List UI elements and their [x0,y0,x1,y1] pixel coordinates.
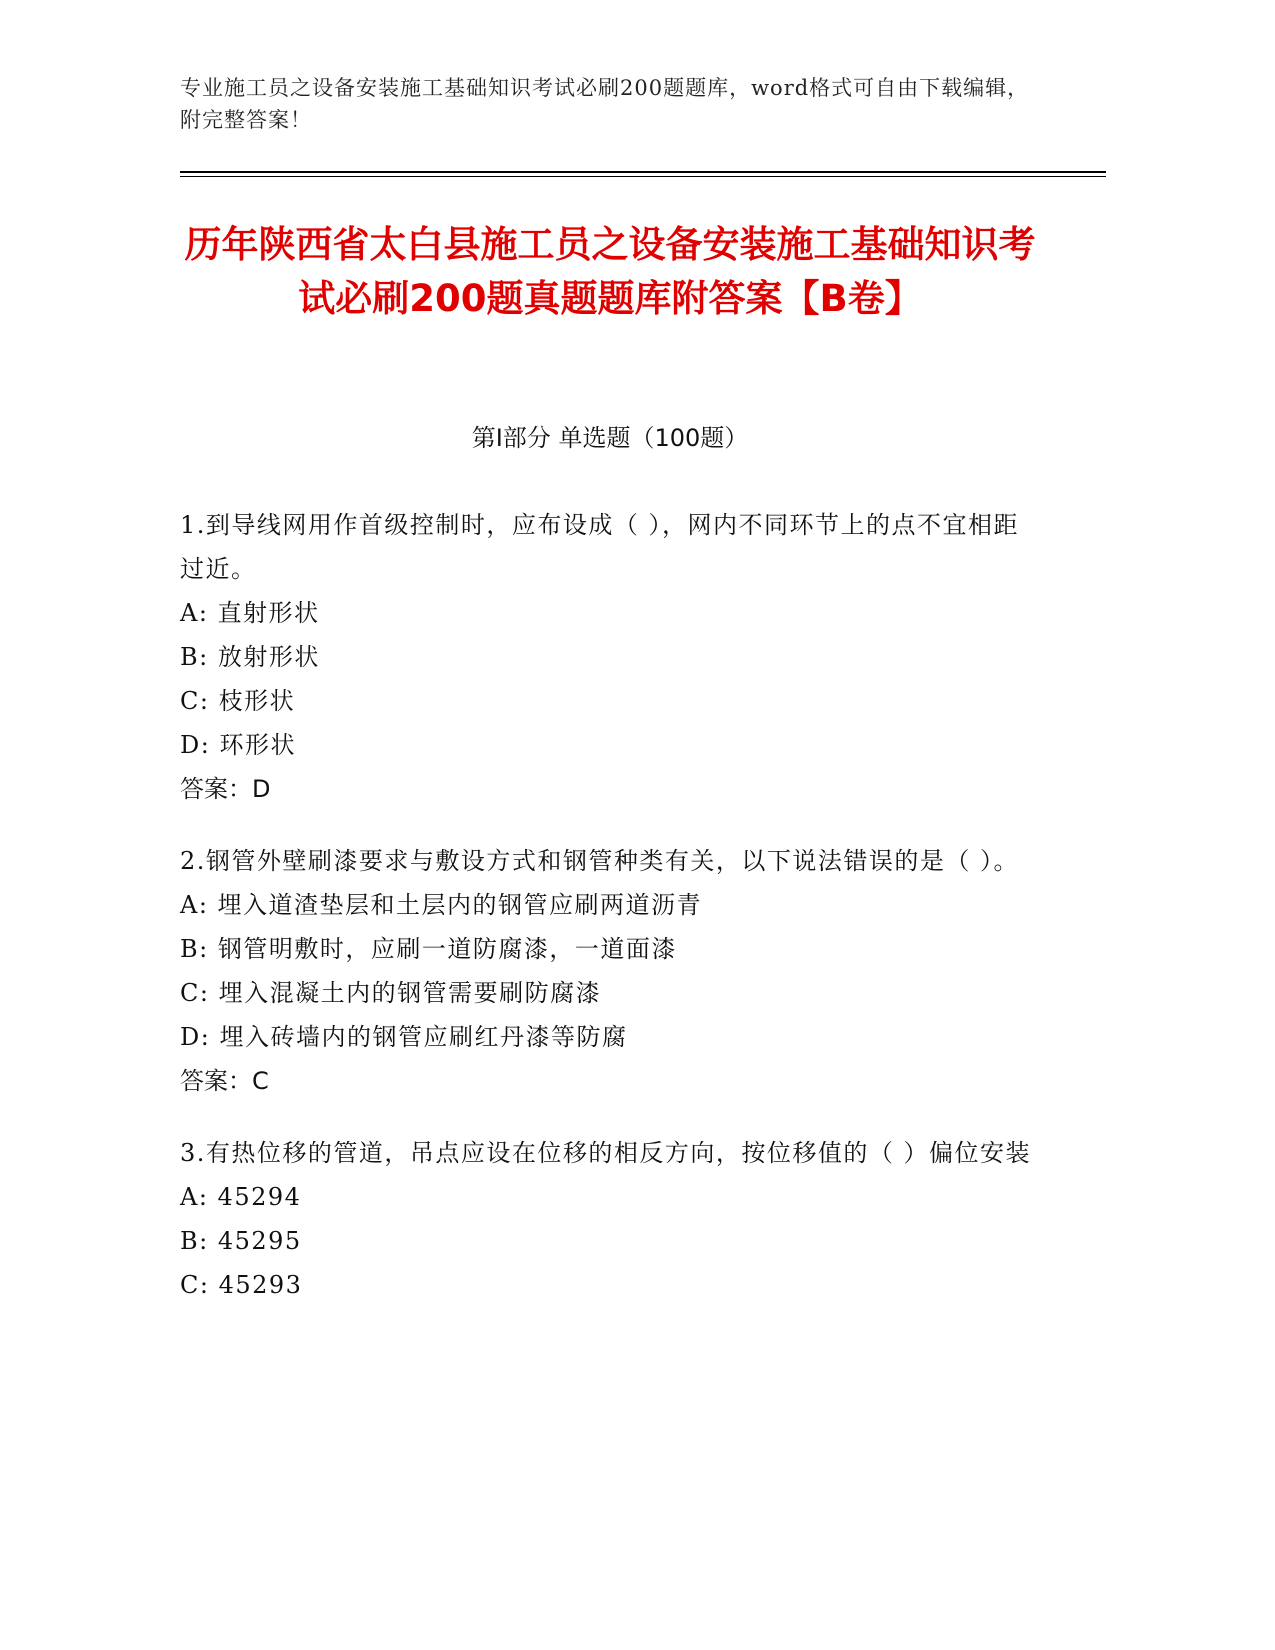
question-1 [180,503,1040,811]
option-a: A: 埋入道渣垫层和土层内的钢管应刷两道沥青 [180,891,703,919]
question-stem: 1.到导线网用作首级控制时，应布设成（ ），网内不同环节上的点不宜相距过近。 [180,511,1020,583]
question-3 [180,1131,1040,1307]
answer-line: 答案：D [180,775,271,803]
option-a: A: 45294 [180,1183,302,1211]
option-b: B: 45295 [180,1227,302,1255]
option-b: B: 钢管明敷时，应刷一道防腐漆，一道面漆 [180,935,677,963]
section-heading: 第I部分 单选题（100题） [471,424,749,452]
question-2 [180,839,1040,1103]
option-b: B: 放射形状 [180,643,320,671]
option-c: C: 45293 [180,1271,303,1299]
header-divider-thick [180,171,1106,173]
question-stem: 3.有热位移的管道，吊点应设在位移的相反方向，按位移值的（ ）偏位安装 [180,1139,1032,1167]
option-c: C: 埋入混凝土内的钢管需要刷防腐漆 [180,979,602,1007]
header-divider-thin [180,176,1106,177]
question-list [180,503,1040,1335]
option-c: C: 枝形状 [180,687,296,715]
question-stem: 2.钢管外壁刷漆要求与敷设方式和钢管种类有关，以下说法错误的是（ ）。 [180,847,1020,875]
header-note: 专业施工员之设备安装施工基础知识考试必刷200题题库，word格式可自由下载编辑，附完整答案！ [180,76,1030,132]
option-a: A: 直射形状 [180,599,320,627]
answer-line: 答案：C [180,1067,269,1095]
option-d: D: 埋入砖墙内的钢管应刷红丹漆等防腐 [180,1023,628,1051]
document-title: 历年陕西省太白县施工员之设备安装施工基础知识考试必刷200题真题题库附答案【B卷】 [184,223,1036,320]
option-d: D: 环形状 [180,731,296,759]
